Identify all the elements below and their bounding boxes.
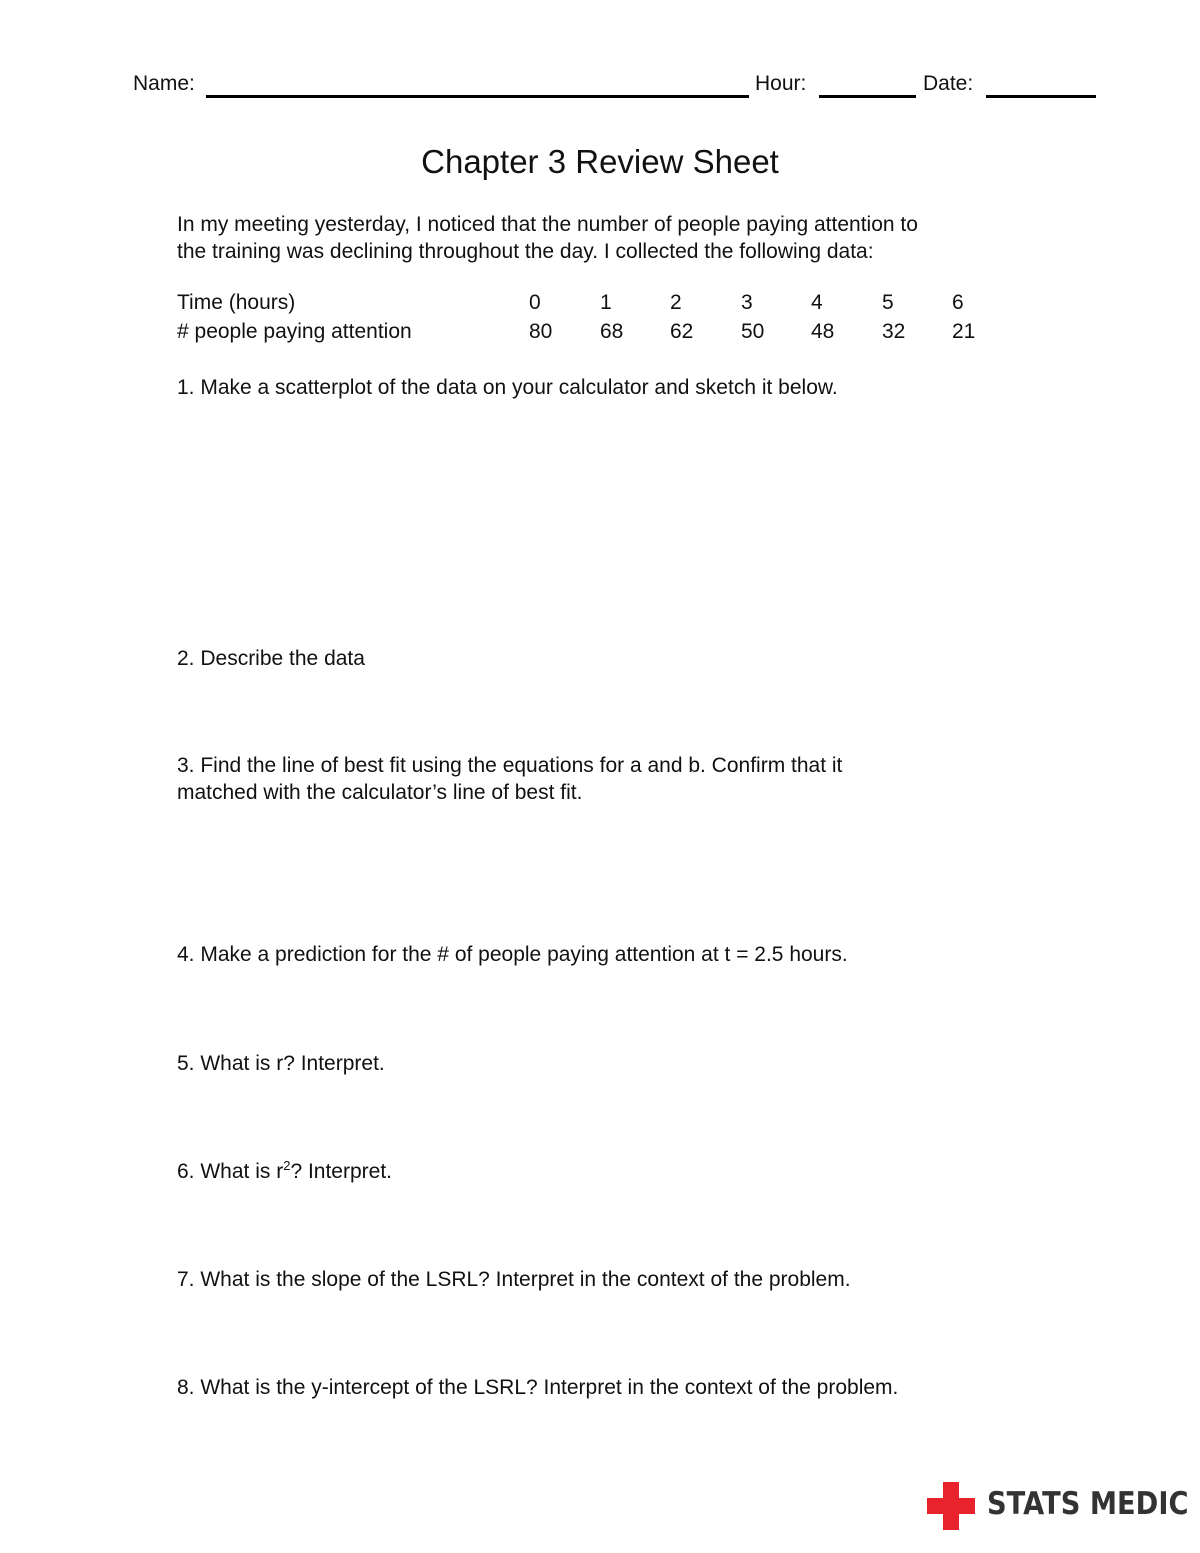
time-row	[177, 291, 1077, 319]
red-cross-icon	[927, 1482, 975, 1530]
time-row-label: Time (hours)	[177, 291, 296, 314]
attention-value: 80	[529, 320, 553, 343]
question-6-text: 6. What is r	[177, 1160, 284, 1183]
time-value: 2	[670, 291, 682, 314]
question-3-line-2: matched with the calculator’s line of best fit.	[177, 781, 583, 804]
attention-value: 32	[882, 320, 906, 343]
question-7: 7. What is the slope of the LSRL? Interpret in the context of the problem.	[177, 1268, 851, 1291]
logo-text: STATS MEDIC	[987, 1486, 1189, 1522]
attention-row	[177, 320, 1077, 348]
student-info-header	[133, 70, 1103, 100]
question-6-text-end: ? Interpret.	[290, 1160, 392, 1183]
question-1: 1. Make a scatterplot of the data on your calculator and sketch it below.	[177, 376, 838, 399]
intro-line-1: In my meeting yesterday, I noticed that the number of people paying attention to	[177, 213, 918, 236]
time-value: 4	[811, 291, 823, 314]
question-3	[177, 752, 1057, 806]
date-blank	[986, 95, 1096, 98]
time-value: 0	[529, 291, 541, 314]
name-label: Name:	[133, 72, 195, 95]
question-2: 2. Describe the data	[177, 647, 365, 670]
time-value: 5	[882, 291, 894, 314]
time-value: 6	[952, 291, 964, 314]
intro-line-2: the training was declining throughout the day. I collected the following data:	[177, 240, 874, 263]
intro-paragraph	[177, 211, 1077, 265]
question-3-line-1: 3. Find the line of best fit using the equations for a and b. Confirm that it	[177, 754, 843, 777]
stats-medic-logo	[925, 1480, 1189, 1530]
attention-value: 62	[670, 320, 694, 343]
hour-label: Hour:	[755, 72, 807, 95]
question-6-exponent: 2	[283, 1158, 291, 1173]
date-label: Date:	[923, 72, 974, 95]
attention-row-label: # people paying attention	[177, 320, 412, 343]
attention-value: 50	[741, 320, 765, 343]
attention-value: 68	[600, 320, 624, 343]
question-8: 8. What is the y-intercept of the LSRL? Interpret in the context of the problem.	[177, 1376, 899, 1399]
question-6	[177, 1158, 1057, 1185]
attention-value: 21	[952, 320, 976, 343]
cross-horizontal-bar	[927, 1498, 975, 1514]
time-value: 3	[741, 291, 753, 314]
name-blank	[206, 95, 749, 98]
question-4: 4. Make a prediction for the # of people paying attention at t = 2.5 hours.	[177, 943, 848, 966]
time-value: 1	[600, 291, 612, 314]
question-5: 5. What is r? Interpret.	[177, 1052, 385, 1075]
hour-blank	[819, 95, 916, 98]
attention-value: 48	[811, 320, 835, 343]
page-title: Chapter 3 Review Sheet	[421, 143, 779, 180]
